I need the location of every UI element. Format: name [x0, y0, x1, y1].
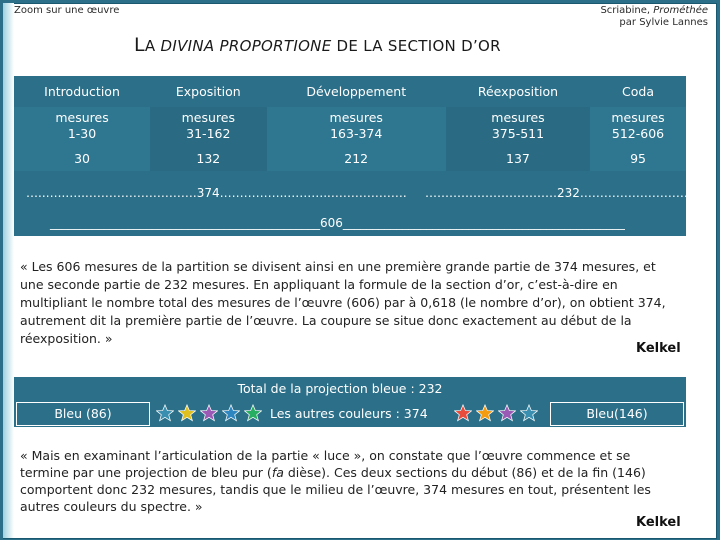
title-initial: L: [134, 34, 145, 56]
section-label: Zoom sur une œuvre: [14, 5, 120, 16]
col-header: Coda: [622, 84, 655, 99]
other-colors-label: Les autres couleurs : 374: [270, 406, 428, 421]
author-credit: par Sylvie Lannes: [619, 17, 708, 28]
left-accent-band: [3, 3, 14, 538]
sections-table: [14, 76, 686, 171]
table-cell: mesures 31-162: [150, 107, 266, 145]
table-cell: mesures 1-30: [14, 107, 150, 145]
col-header: Réexposition: [477, 84, 559, 99]
quote2-text-a: « Mais en examinant l’articulation de la partie « luce », on constate que l’œuvre commence et se termine par une projection de bleu pur (: [20, 448, 631, 480]
quote-signature: Kelkel: [636, 341, 681, 356]
work-title: Prométhée: [653, 5, 708, 16]
star-icon: [156, 404, 174, 422]
title-part-a: A: [144, 37, 161, 55]
blue-end-box: Bleu(146): [550, 402, 684, 426]
star-icon: [200, 404, 218, 422]
title-italic: DIVINA PROPORTIONE: [160, 37, 332, 55]
title-part-b: DE LA SECTION D’OR: [331, 37, 501, 55]
table-cell: mesures 512-606: [590, 107, 686, 145]
table-cell: 95: [590, 145, 686, 171]
star-icon: [520, 404, 538, 422]
quote-paragraph-2: [20, 447, 680, 515]
quote2-text-b: dièse). Ces deux sections du début (86) et de la fin (146) comportent donc 232 mesures, tandis que le milieu de l’œuvre, 374 mesures en tout, présentent les autres couleurs du spectre. »: [20, 465, 651, 514]
table-cell: 137: [446, 145, 590, 171]
table-header-row: [14, 76, 686, 107]
star-icon: [476, 404, 494, 422]
col-header: Introduction: [44, 84, 120, 99]
table-cell: 132: [150, 145, 266, 171]
col-header: Exposition: [175, 84, 241, 99]
table-cell: 30: [14, 145, 150, 171]
work-credit: [600, 5, 708, 29]
table-row-counts: [14, 145, 686, 171]
blue-start-box: Bleu (86): [16, 402, 150, 426]
star-icon: [178, 404, 196, 422]
table-row-measures: [14, 107, 686, 145]
star-icon: [454, 404, 472, 422]
table-cell: 212: [267, 145, 446, 171]
table-cell: mesures 163-374: [267, 107, 446, 145]
proportion-374-line: …..…..…..……………………….374……………..………..……………….: [26, 186, 407, 200]
table-cell: mesures 375-511: [446, 107, 590, 145]
quote2-italic: fa: [271, 465, 284, 480]
proportion-232-line: ……………………………232………………………….: [425, 186, 704, 200]
quote-signature-2: Kelkel: [636, 515, 681, 530]
quote-paragraph: « Les 606 mesures de la partition se divisent ainsi en une première grande partie de 374 mesures, et une seconde partie de 232 mesures. En appliquant la formule de la section d’or, c’est-à-dire en multipliant le nombre total des mesures de l’œuvre (606) par à 0,618 (le nombre d’or), on obtient 374, autrement dit la première partie de l’œuvre. La coupure se situe donc exactement au début de la réexposition. »: [20, 259, 666, 346]
star-icon: [244, 404, 262, 422]
projection-total: Total de la projection bleue : 232: [237, 381, 443, 396]
proportion-total-line: _____________________________________________606_______________________________________________: [50, 216, 625, 230]
composer-name: Scriabine,: [600, 5, 654, 16]
star-icon: [222, 404, 240, 422]
col-header: Développement: [306, 84, 407, 99]
page-title: [134, 34, 501, 56]
star-icon: [498, 404, 516, 422]
sections-panel: [14, 76, 686, 236]
